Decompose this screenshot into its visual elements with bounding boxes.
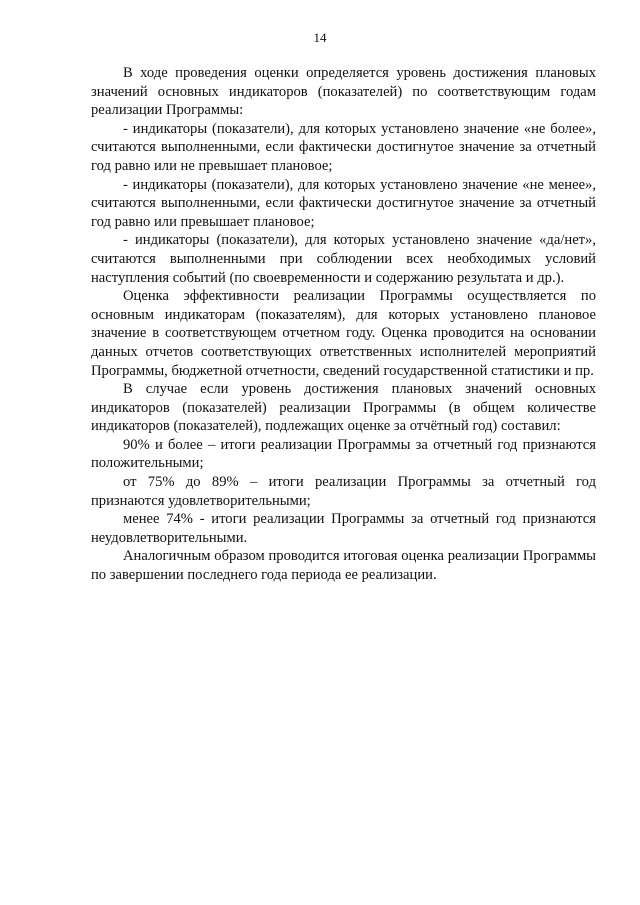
paragraph-not-less-rule: - индикаторы (показатели), для которых установлено значение «не менее», считаются выполненными, если фактически достигнутое значение за отчетный год равно или превышает плановое; <box>91 176 596 230</box>
paragraph-achievement-level: В случае если уровень достижения плановых значений основных индикаторов (показателей) реализации Программы (в общем количестве индикаторов (показателей), подлежащих оценке за отчётный год) составил: <box>91 381 596 435</box>
paragraph-final-assessment: Аналогичным образом проводится итоговая оценка реализации Программы по завершении последнего года периода ее реализации. <box>91 548 596 584</box>
paragraph-satisfactory-result: от 75% до 89% – итоги реализации Программы за отчетный год признаются удовлетворительными; <box>91 474 596 509</box>
paragraph-efficiency-assessment: Оценка эффективности реализации Программы осуществляется по основным индикаторам (показателям), для которых установлено плановое значение в соответствующем отчетном году. Оценка проводится на основании данных отчетов соответствующих ответственных исполнителей мероприятий Программы, бюджетной отчетности, сведений государственной статистики и пр. <box>91 288 596 379</box>
paragraph-unsatisfactory-result: менее 74% - итоги реализации Программы за отчетный год признаются неудовлетворительными. <box>91 511 596 546</box>
page-number: 14 <box>313 30 327 45</box>
paragraph-evaluation-intro: В ходе проведения оценки определяется уровень достижения плановых значений основных индикаторов (показателей) по соответствующим годам реализации Программы: <box>91 65 596 119</box>
document-body <box>91 64 596 585</box>
paragraph-not-more-rule: - индикаторы (показатели), для которых установлено значение «не более», считаются выполненными, если фактически достигнутое значение за отчетный год равно или не превышает плановое; <box>91 120 596 174</box>
paragraph-positive-result: 90% и более – итоги реализации Программы за отчетный год признаются положительными; <box>91 436 596 472</box>
paragraph-yes-no-rule: - индикаторы (показатели), для которых установлено значение «да/нет», считаются выполненными при соблюдении всех необходимых условий наступления событий (по своевременности и содержанию результата и др.). <box>91 232 596 286</box>
